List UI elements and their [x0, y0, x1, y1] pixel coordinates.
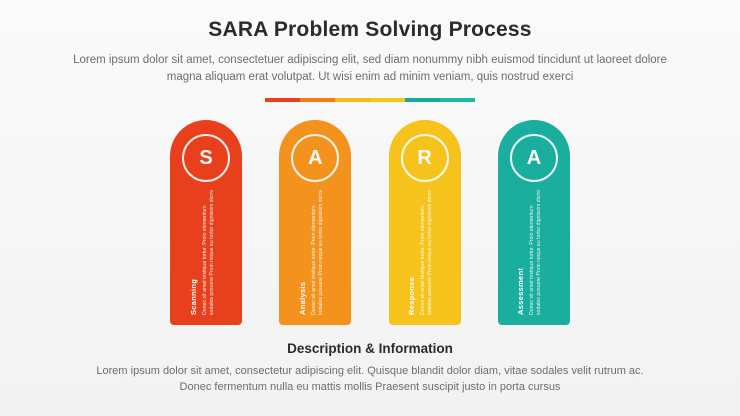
divider-segment-4	[370, 98, 405, 102]
card-description-analysis: Donec sit amet tristique tortor. Proin elementum sodales posuere Proin neque eu tortor dignissim dicmi	[310, 190, 324, 315]
sara-card-analysis[interactable]	[279, 120, 351, 325]
card-label-response: Response	[407, 276, 417, 315]
card-description-scanning: Donec sit amet tristique tortor. Proin elementum sodales posuere Proin neque eu tortor dignissim dicmi	[201, 190, 215, 315]
page-subtitle: Lorem ipsum dolor sit amet, consectetuer adipiscing elit, sed diam nonummy nibh euismod tincidunt ut laoreet dolore magna aliquam erat volutpat. Ut wisi enim ad minim veniam, quis nostrud exerci	[73, 54, 667, 83]
card-letter-badge-response: R	[401, 134, 449, 182]
sara-card-group	[170, 120, 570, 325]
footer-title: Description & Information	[287, 341, 453, 356]
card-letter-badge-analysis: A	[291, 134, 339, 182]
card-letter-badge-scanning: S	[182, 134, 230, 182]
divider-segment-2	[300, 98, 335, 102]
card-body-assessment	[498, 183, 570, 315]
divider-segment-6	[440, 98, 475, 102]
card-body-response	[389, 183, 461, 315]
card-description-response: Donec sit amet tristique tortor. Proin elementum sodales posuere Proin neque eu tortor dignissim dicmi	[420, 190, 434, 315]
card-label-assessment: Assessment	[516, 267, 526, 315]
divider-segment-3	[335, 98, 370, 102]
footer-text: Lorem ipsum dolor sit amet, consectetur adipiscing elit. Quisque blandit dolor diam, vitae sodales velit rutrum ac. Donec fermentum nulla eu mattis mollis Praesent suscipit justo in porta cursus	[96, 365, 644, 393]
card-letter-badge-assessment: A	[510, 134, 558, 182]
sara-card-response[interactable]	[389, 120, 461, 325]
card-label-scanning: Scanning	[188, 278, 198, 315]
card-body-analysis	[279, 183, 351, 315]
color-divider	[265, 98, 475, 102]
page-title: SARA Problem Solving Process	[208, 18, 532, 41]
card-body-scanning	[170, 183, 242, 315]
card-label-analysis: Analysis	[297, 281, 307, 315]
sara-card-scanning[interactable]	[170, 120, 242, 325]
card-description-assessment: Donec sit amet tristique tortor. Proin elementum sodales posuere Proin neque eu tortor dignissim dicmi	[529, 190, 543, 315]
sara-card-assessment[interactable]	[498, 120, 570, 325]
divider-segment-5	[405, 98, 440, 102]
divider-segment-1	[265, 98, 300, 102]
